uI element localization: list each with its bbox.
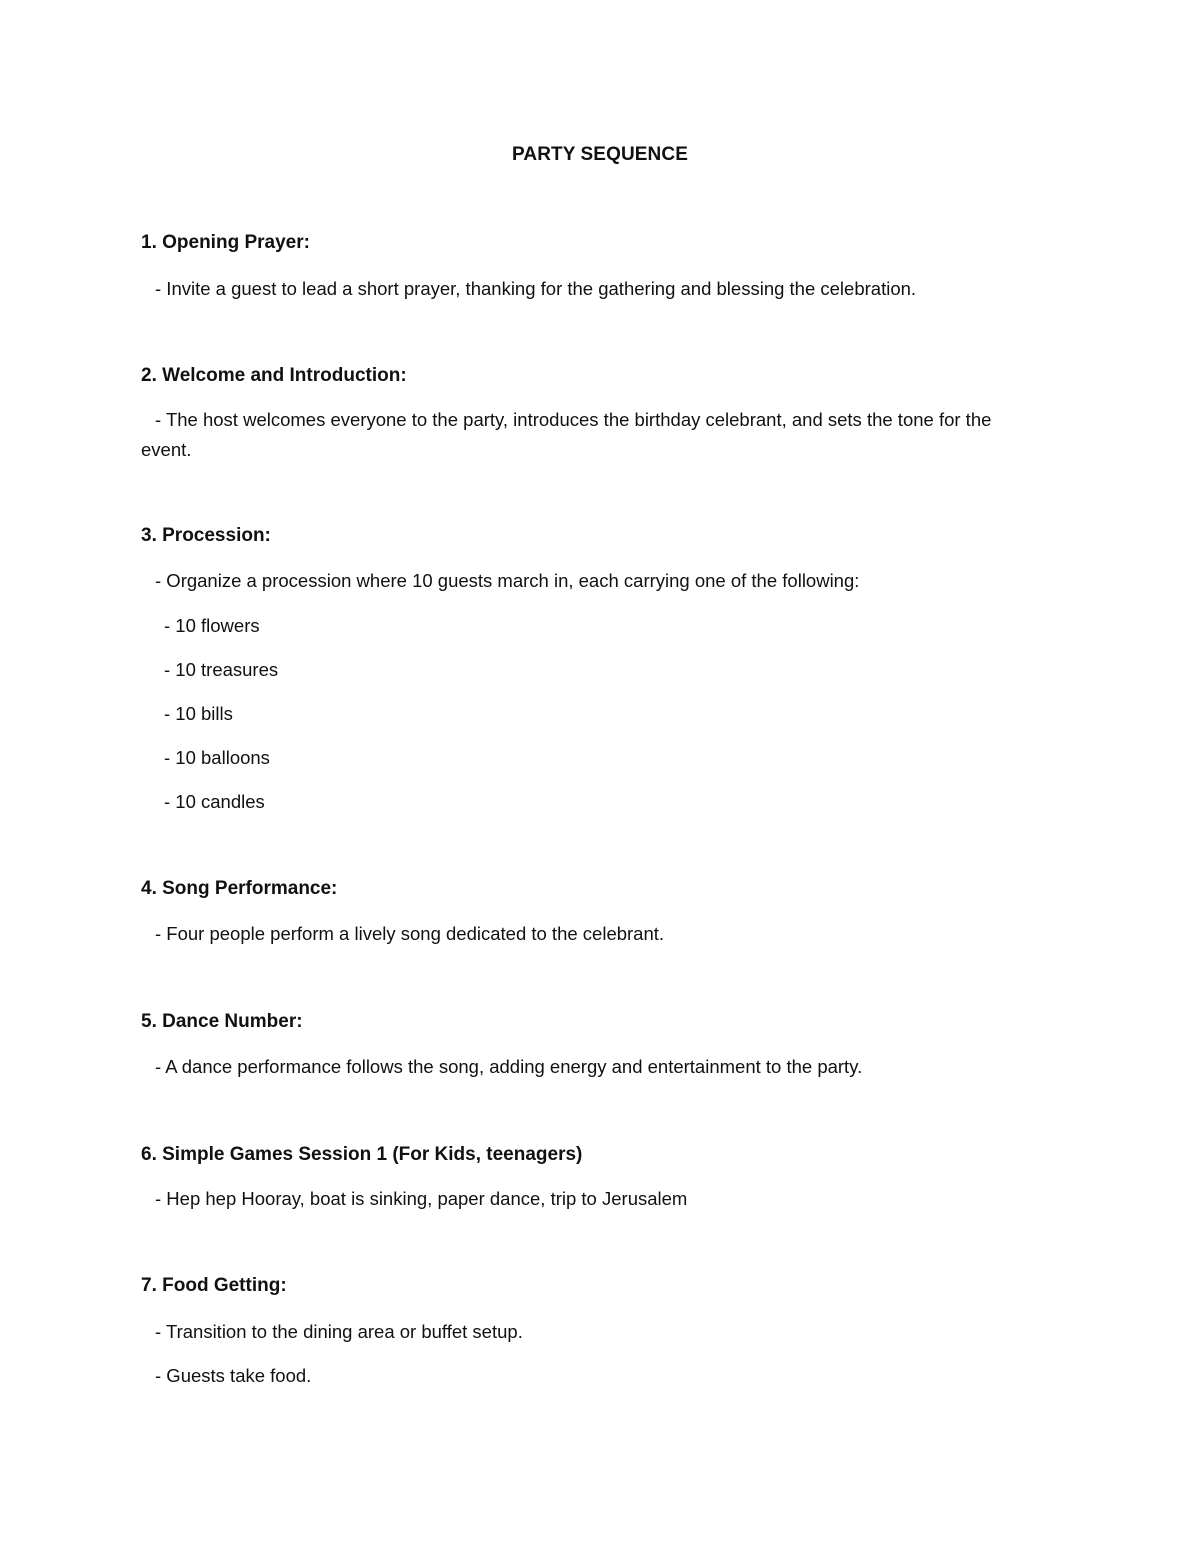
section-line: - The host welcomes everyone to the party, introduces the birthday celebrant, and sets the tone for the [155, 409, 992, 430]
section-line: event. [141, 439, 192, 460]
procession-item: - 10 balloons [164, 747, 270, 768]
section-line: - A dance performance follows the song, adding energy and entertainment to the party. [155, 1056, 863, 1077]
section-line: - Organize a procession where 10 guests march in, each carrying one of the following: [155, 570, 860, 591]
procession-item: - 10 bills [164, 703, 233, 724]
section-line: - Guests take food. [155, 1365, 312, 1386]
section-line: - Four people perform a lively song dedicated to the celebrant. [155, 923, 665, 944]
section-heading-welcome: 2. Welcome and Introduction: [141, 365, 407, 386]
section-line: - Hep hep Hooray, boat is sinking, paper dance, trip to Jerusalem [155, 1188, 688, 1209]
section-heading-song-performance: 4. Song Performance: [141, 878, 338, 899]
procession-item: - 10 treasures [164, 659, 279, 680]
section-heading-dance-number: 5. Dance Number: [141, 1011, 303, 1032]
procession-item: - 10 candles [164, 791, 265, 812]
section-line: - Transition to the dining area or buffet setup. [155, 1321, 523, 1342]
section-heading-simple-games: 6. Simple Games Session 1 (For Kids, teenagers) [141, 1144, 583, 1165]
document-title: PARTY SEQUENCE [512, 144, 688, 165]
section-heading-procession: 3. Procession: [141, 525, 271, 546]
procession-item: - 10 flowers [164, 615, 260, 636]
section-line: - Invite a guest to lead a short prayer, thanking for the gathering and blessing the celebration. [155, 278, 917, 299]
section-heading-opening-prayer: 1. Opening Prayer: [141, 232, 310, 253]
section-heading-food-getting: 7. Food Getting: [141, 1275, 287, 1296]
